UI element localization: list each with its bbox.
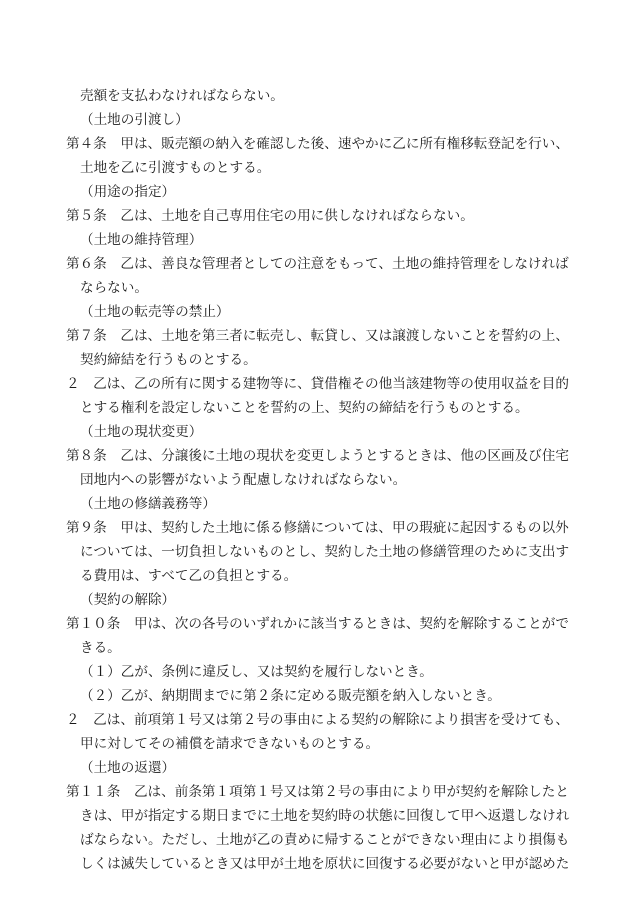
article-heading: （土地の修繕義務等） [80, 496, 216, 512]
article-heading: （土地の引渡し） [80, 112, 189, 128]
article-heading: （土地の返還） [80, 760, 176, 776]
text-line: きは、甲が指定する期日までに土地を契約時の状態に回復して甲へ返還しなけれ [80, 808, 570, 824]
article-10: 第１０条 甲は、次の各号のいずれかに該当するときは、契約を解除することがで [66, 616, 569, 632]
item-2: （２）乙が、納期間までに第２条に定める販売額を納入しないとき。 [80, 688, 501, 704]
text-line: ならない。 [80, 280, 148, 296]
text-line: きる。 [80, 640, 121, 656]
paragraph-2: ２ 乙は、前項第１号又は第２号の事由による契約の解除により損害を受けても、 [66, 712, 569, 728]
item-1: （１）乙が、条例に違反し、又は契約を履行しないとき。 [80, 664, 433, 680]
article-heading: （土地の現状変更） [80, 424, 203, 440]
text-line: については、一切負担しないものとし、契約した土地の修繕管理のために支出す [80, 544, 570, 560]
article-heading: （土地の維持管理） [80, 232, 203, 248]
text-line: 団地内への影響がないよう配慮しなければならない。 [80, 472, 407, 488]
article-heading: （土地の転売等の禁止） [80, 304, 230, 320]
article-6: 第６条 乙は、善良な管理者としての注意をもって、土地の維持管理をしなければ [66, 256, 569, 272]
article-heading: （契約の解除） [80, 592, 176, 608]
text-line: 土地を乙に引渡すものとする。 [80, 160, 271, 176]
text-line: 契約締結を行うものとする。 [80, 352, 257, 368]
article-11: 第１１条 乙は、前条第１項第１号又は第２号の事由により甲が契約を解除したと [66, 784, 569, 800]
text-line: 売額を支払わなければならない。 [80, 88, 284, 104]
article-7: 第７条 乙は、土地を第三者に転売し、転貸し、又は譲渡しないことを誓約の上、 [66, 328, 569, 344]
article-5: 第５条 乙は、土地を自己専用住宅の用に供しなければならない。 [66, 208, 474, 224]
paragraph-2: ２ 乙は、乙の所有に関する建物等に、貸借権その他当該建物等の使用収益を目的 [66, 376, 569, 392]
article-4: 第４条 甲は、販売額の納入を確認した後、速やかに乙に所有権移転登記を行い、 [66, 136, 569, 152]
text-line: る費用は、すべて乙の負担とする。 [80, 568, 298, 584]
text-line: しくは滅失しているとき又は甲が土地を原状に回復する必要がないと甲が認めた [80, 856, 570, 872]
article-heading: （用途の指定） [80, 184, 176, 200]
article-8: 第８条 乙は、分譲後に土地の現状を変更しようとするときは、他の区画及び住宅 [66, 448, 569, 464]
text-line: とする権利を設定しないことを誓約の上、契約の締結を行うものとする。 [80, 400, 529, 416]
article-9: 第９条 甲は、契約した土地に係る修繕については、甲の瑕疵に起因するもの以外 [66, 520, 569, 536]
text-line: 甲に対してその補償を請求できないものとする。 [80, 736, 380, 752]
text-line: ばならない。ただし、土地が乙の責めに帰することができない理由により損傷も [80, 832, 570, 848]
